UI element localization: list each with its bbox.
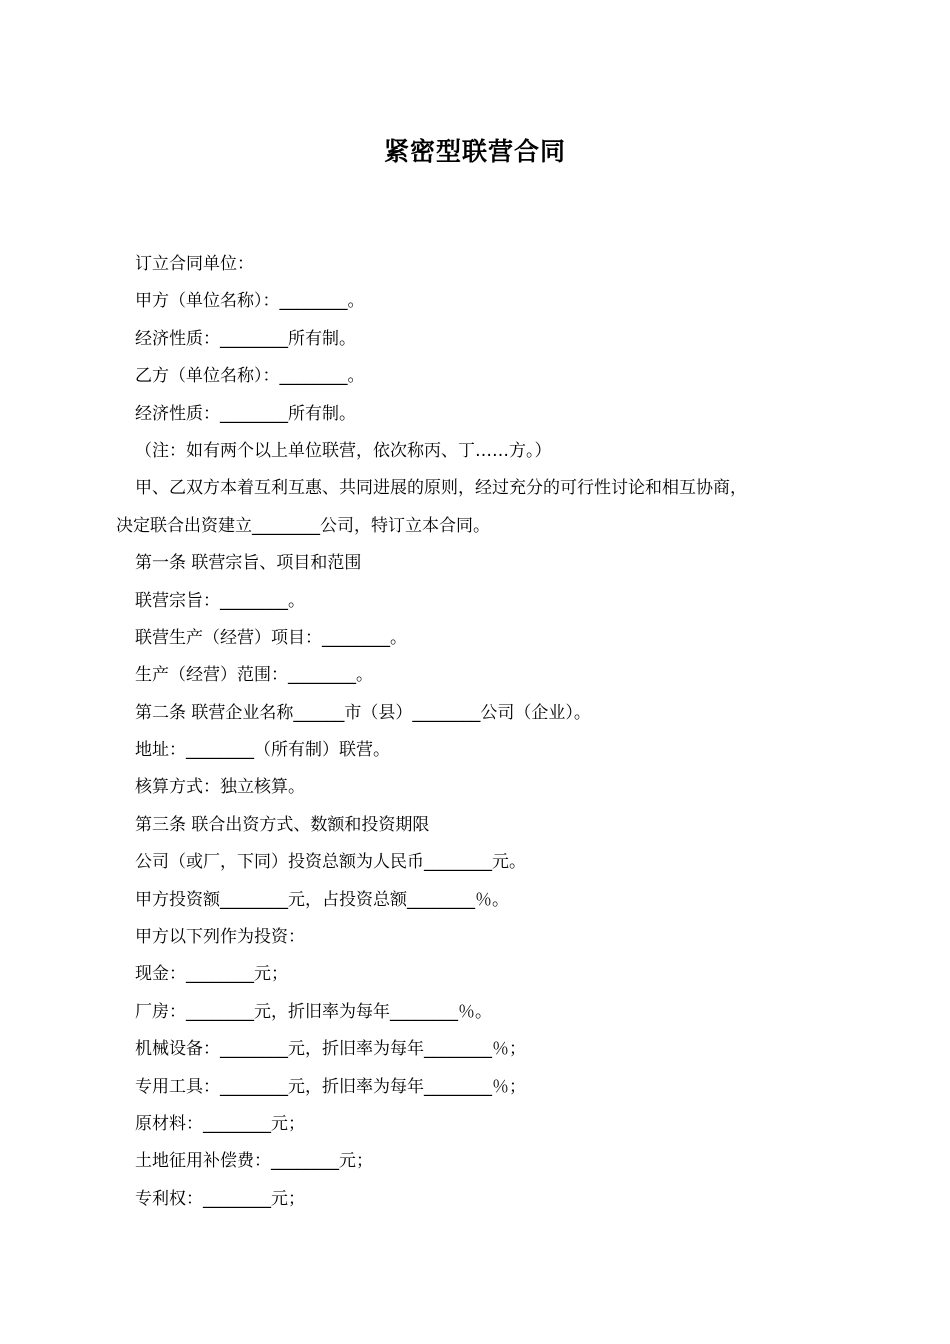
paragraph-line: 订立合同单位： — [135, 254, 254, 274]
paragraph-line: 专用工具：________元，折旧率为每年________％； — [135, 1076, 526, 1097]
paragraph-line: 经济性质：________所有制。 — [135, 403, 356, 424]
paragraph-line: 第三条 联合出资方式、数额和投资期限 — [135, 814, 430, 835]
paragraph-line: 经济性质：________所有制。 — [135, 328, 356, 349]
paragraph-line: 公司（或厂，下同）投资总额为人民币________元。 — [135, 852, 526, 873]
paragraph-line: 原材料：________元； — [135, 1113, 305, 1134]
document-body — [116, 246, 846, 1218]
paragraph-line: 甲方以下列作为投资： — [135, 927, 305, 948]
paragraph-line: 联营生产（经营）项目：________。 — [135, 627, 407, 648]
paragraph-line: 乙方（单位名称）：________。 — [135, 366, 365, 387]
paragraph-line: 厂房：________元，折旧率为每年________％。 — [135, 1001, 492, 1022]
paragraph-line: 专利权：________元； — [135, 1188, 305, 1209]
paragraph-line: 第二条 联营企业名称______市（县）________公司（企业）。 — [135, 702, 591, 723]
document-title: 紧密型联营合同 — [383, 137, 566, 166]
paragraph-line: 地址：________（所有制）联营。 — [135, 740, 390, 761]
paragraph-line: 决定联合出资建立________公司，特订立本合同。 — [116, 515, 490, 536]
paragraph-line: 核算方式：独立核算。 — [135, 777, 305, 798]
paragraph-line: 联营宗旨：________。 — [135, 590, 305, 611]
paragraph-line: 现金：________元； — [135, 964, 288, 985]
paragraph-line: 甲方（单位名称）：________。 — [135, 291, 365, 312]
paragraph-line: （注：如有两个以上单位联营，依次称丙、丁……方。） — [135, 440, 552, 461]
paragraph-line: 土地征用补偿费：________元； — [135, 1151, 373, 1172]
paragraph-line: 第一条 联营宗旨、项目和范围 — [135, 553, 362, 574]
paragraph-line: 机械设备：________元，折旧率为每年________％； — [135, 1039, 526, 1060]
paragraph-line: 甲方投资额________元，占投资总额________％。 — [135, 889, 509, 910]
paragraph-line: 生产（经营）范围：________。 — [135, 665, 373, 686]
paragraph-line: 甲、乙双方本着互利互惠、共同进展的原则，经过充分的可行性讨论和相互协商， — [135, 478, 747, 499]
